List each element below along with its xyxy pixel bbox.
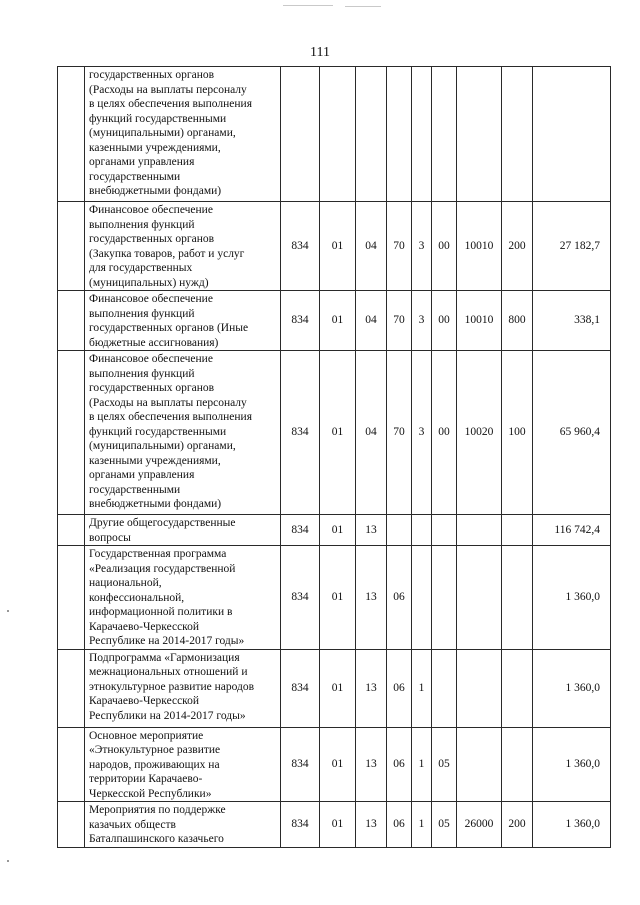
cell-section-code: 01: [320, 202, 356, 291]
cell-direction-code: [457, 727, 502, 802]
cell-subprogram-code: 1: [412, 727, 432, 802]
page-number: 111: [310, 45, 330, 60]
cell-expense-type-code: [502, 727, 533, 802]
cell-program-code: [387, 515, 412, 546]
cell-activity-code: [432, 67, 457, 202]
cell-subprogram-code: 3: [412, 202, 432, 291]
cell-direction-code: [457, 546, 502, 650]
cell-expense-type-code: 200: [502, 802, 533, 848]
cell-row-marker: [58, 727, 85, 802]
cell-ministry-code: [281, 67, 320, 202]
table-row: [58, 802, 611, 848]
cell-row-marker: [58, 515, 85, 546]
cell-activity-code: [432, 649, 457, 727]
cell-expense-type-code: 200: [502, 202, 533, 291]
cell-activity-code: [432, 515, 457, 546]
cell-item-name: [85, 67, 281, 202]
item-name-text: Финансовое обеспечение выполнения функций государственных органов (Иные бюджетные ассигнования): [89, 293, 249, 349]
budget-table: [57, 66, 611, 848]
cell-item-name: [85, 802, 281, 848]
cell-item-name: [85, 546, 281, 650]
cell-program-code: 70: [387, 202, 412, 291]
cell-direction-code: [457, 67, 502, 202]
cell-program-code: 70: [387, 351, 412, 515]
scan-dot: [7, 860, 9, 862]
cell-program-code: 06: [387, 802, 412, 848]
cell-ministry-code: 834: [281, 727, 320, 802]
cell-ministry-code: 834: [281, 546, 320, 650]
table-row: [58, 351, 611, 515]
cell-section-code: 01: [320, 546, 356, 650]
cell-section-code: 01: [320, 291, 356, 351]
cell-direction-code: [457, 515, 502, 546]
cell-ministry-code: 834: [281, 802, 320, 848]
cell-section-code: 01: [320, 515, 356, 546]
cell-program-code: 06: [387, 727, 412, 802]
cell-subprogram-code: [412, 546, 432, 650]
cell-subsection-code: [356, 67, 387, 202]
cell-direction-code: 10010: [457, 291, 502, 351]
cell-direction-code: 26000: [457, 802, 502, 848]
cell-expense-type-code: [502, 67, 533, 202]
table-row: [58, 515, 611, 546]
cell-expense-type-code: [502, 649, 533, 727]
cell-expense-type-code: [502, 515, 533, 546]
cell-program-code: 70: [387, 291, 412, 351]
cell-ministry-code: 834: [281, 291, 320, 351]
cell-amount: 1 360,0: [533, 802, 611, 848]
cell-subprogram-code: [412, 515, 432, 546]
cell-direction-code: 10010: [457, 202, 502, 291]
cell-subsection-code: 13: [356, 649, 387, 727]
cell-row-marker: [58, 802, 85, 848]
table-row: [58, 202, 611, 291]
cell-row-marker: [58, 649, 85, 727]
cell-amount: 116 742,4: [533, 515, 611, 546]
cell-section-code: 01: [320, 727, 356, 802]
item-name-text: Подпрограмма «Гармонизация межнациональных отношений и этнокультурное развитие народов Карачаево-Черкесской Республики на 2014-2017 годы»: [89, 651, 255, 722]
cell-subsection-code: 13: [356, 515, 387, 546]
cell-section-code: 01: [320, 649, 356, 727]
cell-ministry-code: 834: [281, 202, 320, 291]
cell-amount: 27 182,7: [533, 202, 611, 291]
cell-activity-code: 00: [432, 351, 457, 515]
cell-program-code: 06: [387, 546, 412, 650]
cell-activity-code: 00: [432, 202, 457, 291]
cell-subsection-code: 13: [356, 727, 387, 802]
item-name-text: Основное мероприятие «Этнокультурное развитие народов, проживающих на территории Карачаево- Черкесской Республики»: [89, 729, 221, 800]
cell-ministry-code: 834: [281, 351, 320, 515]
cell-program-code: [387, 67, 412, 202]
scan-dot: [7, 610, 9, 612]
table-row: [58, 546, 611, 650]
cell-amount: 338,1: [533, 291, 611, 351]
cell-amount: 1 360,0: [533, 649, 611, 727]
cell-subprogram-code: 1: [412, 649, 432, 727]
cell-subsection-code: 13: [356, 546, 387, 650]
cell-amount: [533, 67, 611, 202]
cell-item-name: [85, 649, 281, 727]
cell-expense-type-code: 100: [502, 351, 533, 515]
table-row: [58, 727, 611, 802]
cell-direction-code: [457, 649, 502, 727]
cell-activity-code: [432, 546, 457, 650]
cell-row-marker: [58, 546, 85, 650]
cell-row-marker: [58, 351, 85, 515]
cell-activity-code: 05: [432, 802, 457, 848]
cell-item-name: [85, 291, 281, 351]
cell-section-code: 01: [320, 351, 356, 515]
scan-artifact: [283, 5, 333, 6]
cell-item-name: [85, 515, 281, 546]
cell-amount: 65 960,4: [533, 351, 611, 515]
table-row: [58, 291, 611, 351]
cell-amount: 1 360,0: [533, 546, 611, 650]
cell-direction-code: 10020: [457, 351, 502, 515]
cell-subprogram-code: 1: [412, 802, 432, 848]
item-name-text: Финансовое обеспечение выполнения функций государственных органов (Закупка товаров, работ и услуг для государственных (муниципальных) нужд): [89, 204, 245, 289]
cell-ministry-code: 834: [281, 515, 320, 546]
cell-section-code: 01: [320, 802, 356, 848]
cell-row-marker: [58, 202, 85, 291]
cell-expense-type-code: [502, 546, 533, 650]
cell-subsection-code: 04: [356, 291, 387, 351]
item-name-text: Финансовое обеспечение выполнения функций государственных органов (Расходы на выплаты персоналу в целях обеспечения выполнения функций государственными (муниципальными) органами, казенными учреждениями, органами управления государственными внебюджетными фондами): [89, 353, 252, 510]
cell-item-name: [85, 727, 281, 802]
cell-row-marker: [58, 291, 85, 351]
cell-subsection-code: 04: [356, 202, 387, 291]
cell-expense-type-code: 800: [502, 291, 533, 351]
cell-section-code: [320, 67, 356, 202]
item-name-text: Государственная программа «Реализация государственной национальной, конфессиональной, информационной политики в Карачаево-Черкесской Республике на 2014-2017 годы»: [89, 548, 245, 647]
cell-subprogram-code: 3: [412, 351, 432, 515]
cell-item-name: [85, 202, 281, 291]
scan-artifact: [345, 6, 381, 7]
item-name-text: Мероприятия по поддержке казачьих обществ Баталпашинского казачьего: [89, 804, 226, 845]
table-row: [58, 67, 611, 202]
item-name-text: государственных органов (Расходы на выплаты персоналу в целях обеспечения выполнения функций государственными (муниципальными) органами, казенными учреждениями, органами управления государственными внебюджетными фондами): [89, 69, 252, 197]
cell-ministry-code: 834: [281, 649, 320, 727]
cell-program-code: 06: [387, 649, 412, 727]
item-name-text: Другие общегосударственные вопросы: [89, 517, 236, 544]
cell-item-name: [85, 351, 281, 515]
cell-subsection-code: 04: [356, 351, 387, 515]
cell-activity-code: 00: [432, 291, 457, 351]
table-row: [58, 649, 611, 727]
cell-subprogram-code: 3: [412, 291, 432, 351]
cell-subsection-code: 13: [356, 802, 387, 848]
cell-row-marker: [58, 67, 85, 202]
cell-amount: 1 360,0: [533, 727, 611, 802]
cell-activity-code: 05: [432, 727, 457, 802]
cell-subprogram-code: [412, 67, 432, 202]
